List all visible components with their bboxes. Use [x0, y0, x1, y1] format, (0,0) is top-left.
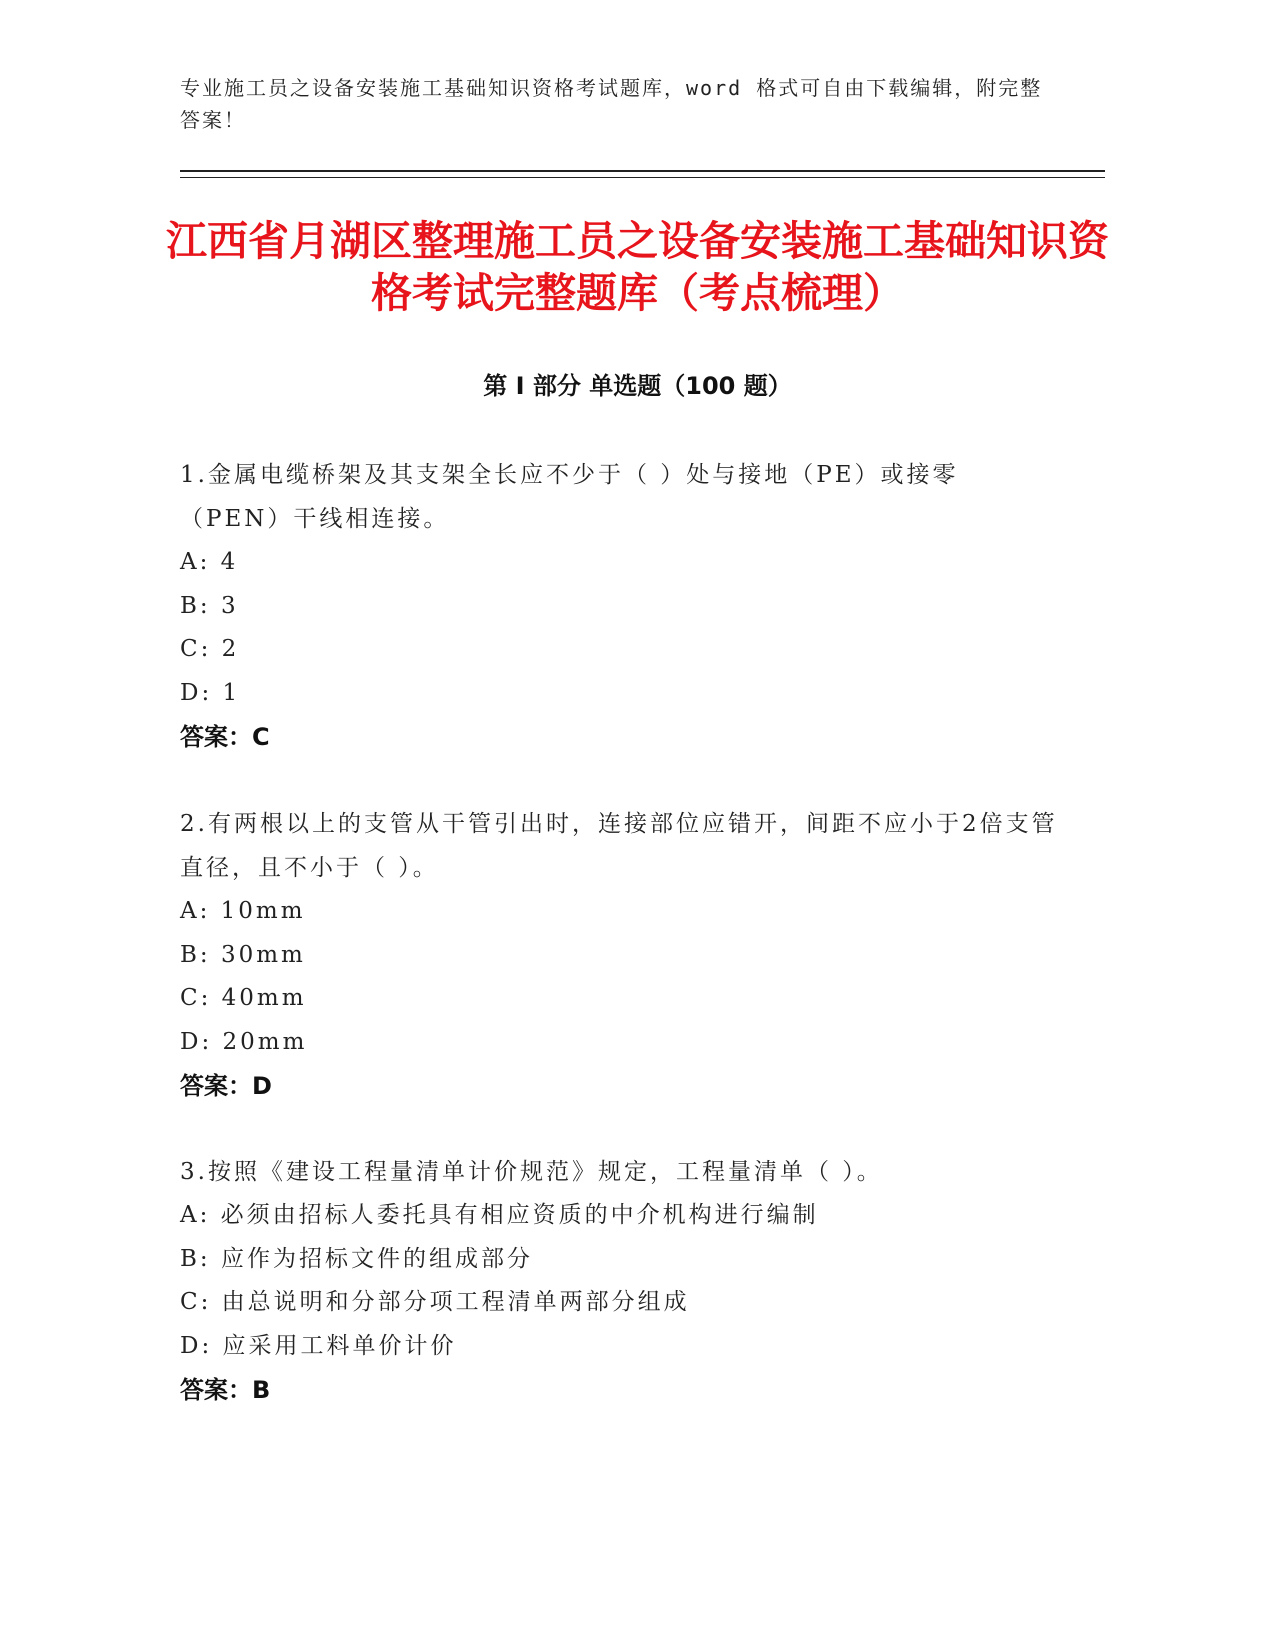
- option-a: A: 10mm: [180, 898, 306, 924]
- question-stem: 3.按照《建设工程量清单计价规范》规定，工程量清单（ ）。: [180, 1159, 883, 1185]
- question-stem: 1.金属电缆桥架及其支架全长应不少于（ ）处与接地（PE）或接零（PEN）干线相连接。: [180, 462, 959, 532]
- header-divider-thick: [180, 170, 1105, 172]
- question-2: [180, 802, 1060, 1108]
- option-b: B: 3: [180, 592, 239, 619]
- option-c: C: 2: [180, 636, 240, 662]
- answer: 答案：D: [180, 1072, 272, 1100]
- option-d: D: 应采用工料单价计价: [180, 1332, 457, 1359]
- question-1: [180, 453, 1060, 759]
- option-b: B: 30mm: [180, 941, 306, 968]
- option-a: A: 必须由招标人委托具有相应资质的中介机构进行编制: [180, 1202, 819, 1228]
- header-note: 专业施工员之设备安装施工基础知识资格考试题库，word 格式可自由下载编辑，附完整答案！: [180, 76, 1043, 132]
- option-c: C: 由总说明和分部分项工程清单两部分组成: [180, 1289, 690, 1315]
- answer: 答案：C: [180, 723, 270, 751]
- question-3: [180, 1150, 1060, 1412]
- header-divider-thin: [180, 177, 1105, 178]
- option-d: D: 1: [180, 679, 241, 706]
- answer: 答案：B: [180, 1376, 271, 1404]
- option-b: B: 应作为招标文件的组成部分: [180, 1245, 533, 1272]
- option-a: A: 4: [180, 549, 239, 575]
- question-stem: 2.有两根以上的支管从干管引出时，连接部位应错开，间距不应小于2倍支管直径，且不小于（ ）。: [180, 811, 1058, 881]
- document-title: 江西省月湖区整理施工员之设备安装施工基础知识资格考试完整题库（考点梳理）: [166, 217, 1109, 317]
- section-title: 第 I 部分 单选题（100 题）: [483, 372, 792, 400]
- option-d: D: 20mm: [180, 1028, 308, 1055]
- option-c: C: 40mm: [180, 985, 307, 1011]
